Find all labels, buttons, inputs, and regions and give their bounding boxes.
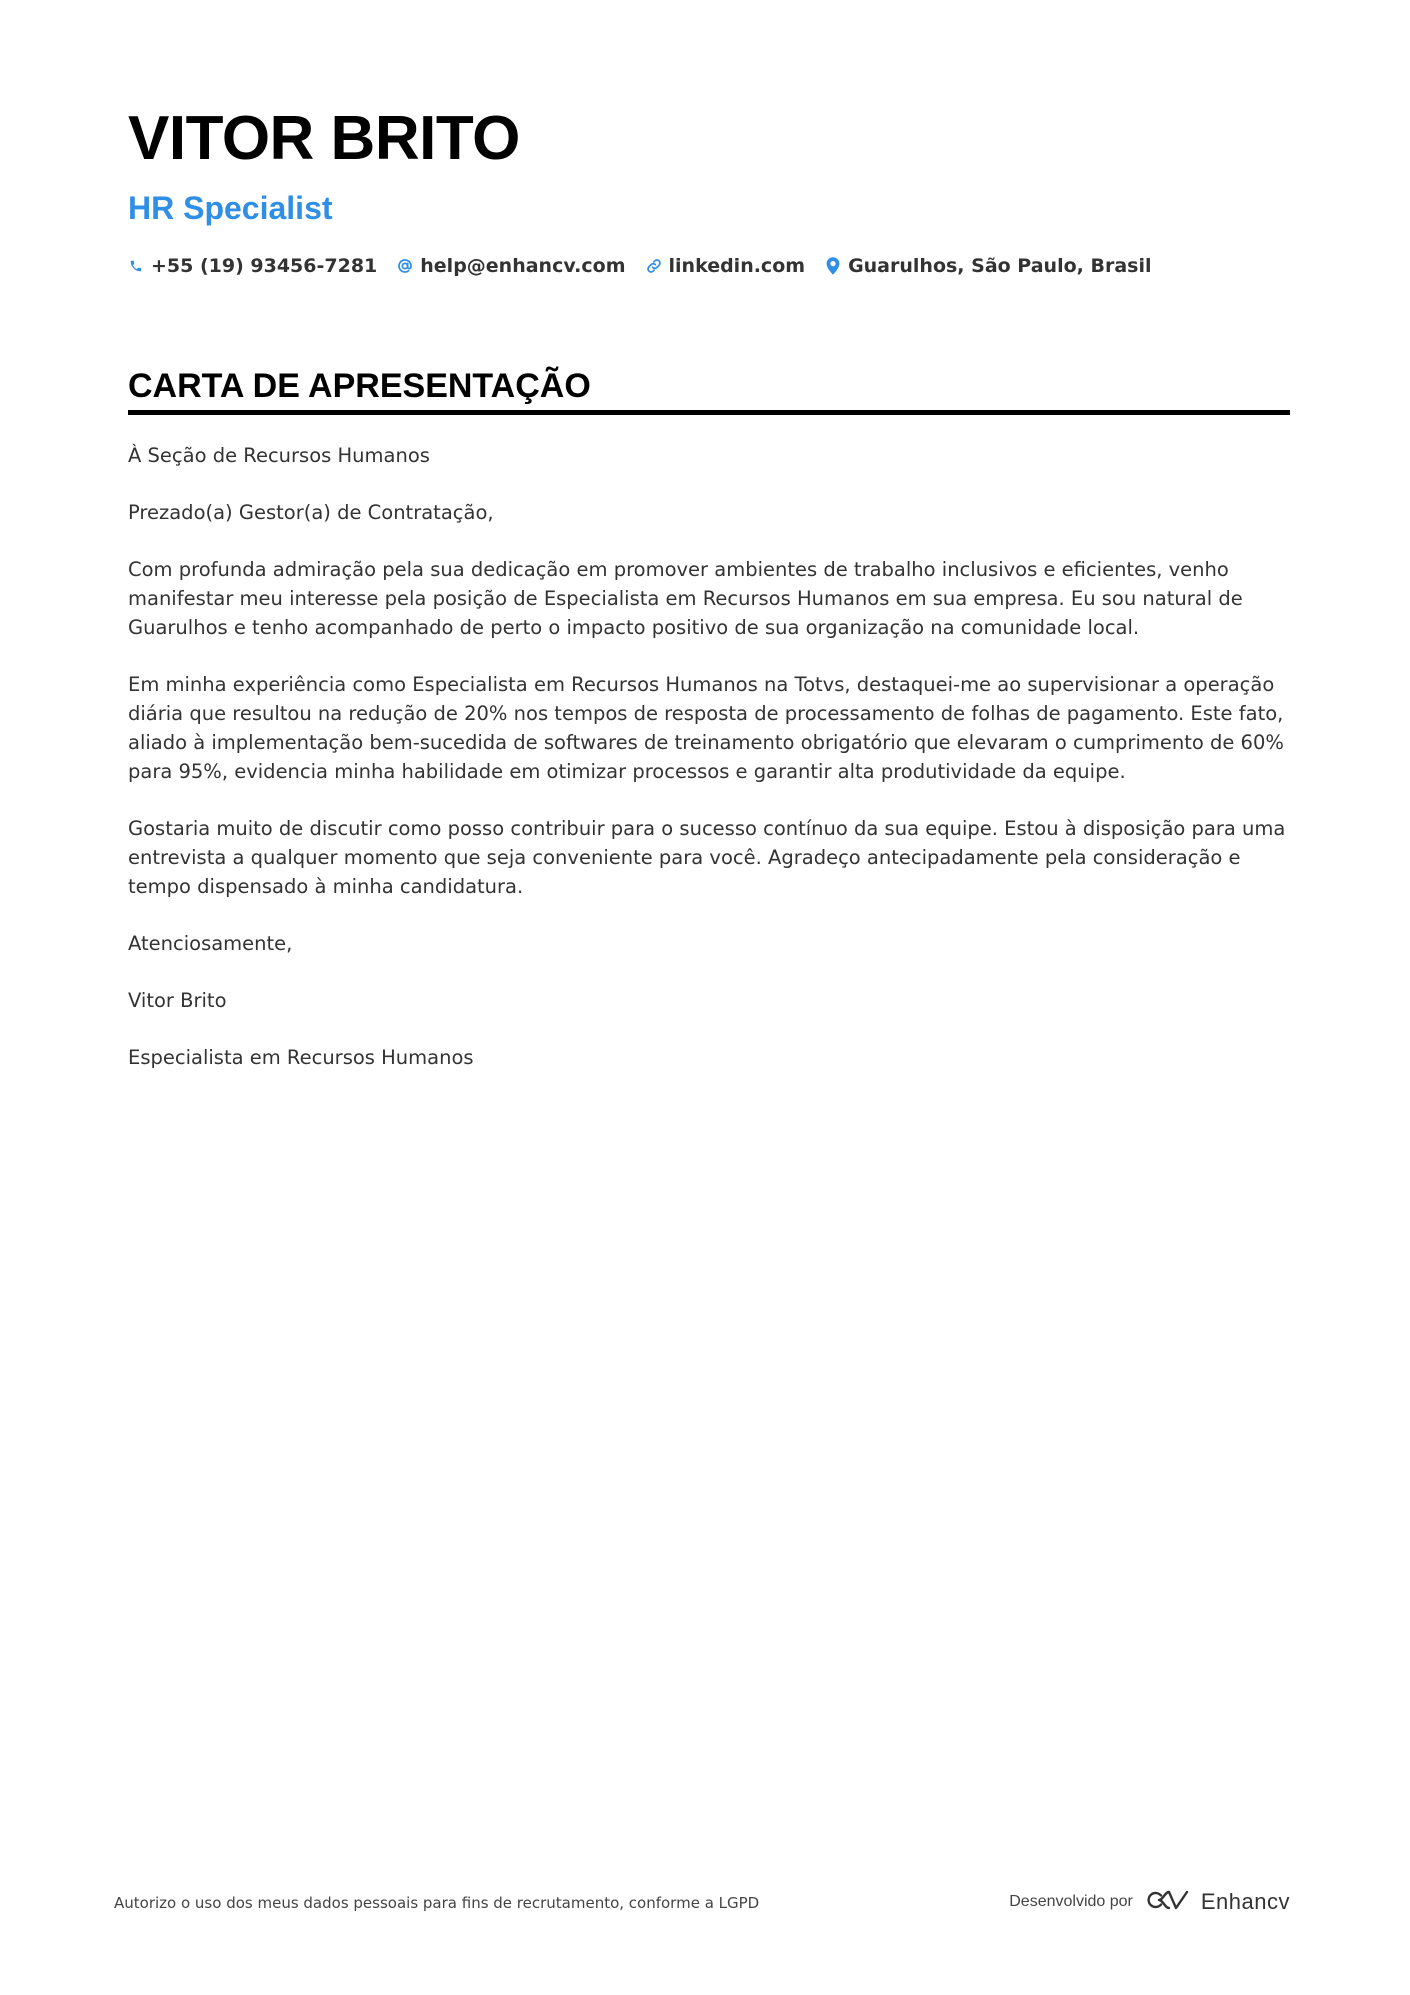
- section-divider: [128, 410, 1290, 415]
- letter-closing: Atenciosamente,: [128, 932, 293, 955]
- letter-paragraph: Gostaria muito de discutir como posso contribuir para o sucesso contínuo da sua equipe. Estou à disposição para uma entrevista a qualquer momento que seja conveniente para você. Agradeço antecipadamente pela consideração e tempo dispensado à minha candidatura.: [128, 817, 1286, 898]
- contact-phone: [128, 255, 377, 277]
- contact-linkedin[interactable]: [646, 255, 806, 277]
- candidate-title: HR Specialist: [128, 190, 333, 226]
- location-pin-icon: [825, 257, 841, 275]
- powered-by-label: Desenvolvido por: [1009, 1893, 1133, 1910]
- candidate-name: VITOR BRITO: [128, 104, 520, 173]
- at-icon: [397, 257, 413, 275]
- phone-text: +55 (19) 93456-7281: [151, 255, 378, 277]
- phone-icon: [128, 257, 144, 275]
- link-icon: [646, 257, 662, 275]
- letter-greeting: Prezado(a) Gestor(a) de Contratação,: [128, 501, 494, 524]
- letter-recipient: À Seção de Recursos Humanos: [128, 444, 430, 467]
- letter-paragraph: Com profunda admiração pela sua dedicação em promover ambientes de trabalho inclusivos e eficientes, venho manifestar meu interesse pela posição de Especialista em Recursos Humanos em sua empresa. Eu sou natural de Guarulhos e tenho acompanhado de perto o impacto positivo de sua organização na comunidade local.: [128, 558, 1243, 639]
- enhancv-logo-icon: [1145, 1888, 1191, 1916]
- contact-bar: [128, 255, 1151, 277]
- location-text: Guarulhos, São Paulo, Brasil: [848, 255, 1152, 277]
- section-title: CARTA DE APRESENTAÇÃO: [128, 367, 591, 405]
- signature-title: Especialista em Recursos Humanos: [128, 1046, 474, 1069]
- brand-name: Enhancv: [1200, 1889, 1290, 1914]
- linkedin-text[interactable]: linkedin.com: [668, 255, 806, 277]
- contact-email[interactable]: [397, 255, 625, 277]
- contact-location: [825, 255, 1151, 277]
- letter-body: [128, 441, 1290, 1100]
- letter-paragraph: Em minha experiência como Especialista em Recursos Humanos na Totvs, destaquei-me ao supervisionar a operação diária que resultou na redução de 20% nos tempos de resposta de processamento de folhas de pagamento. Este fato, aliado à implementação bem-sucedida de softwares de treinamento obrigatório que elevaram o cumprimento de 60% para 95%, evidencia minha habilidade em otimizar processos e garantir alta produtividade da equipe.: [128, 673, 1284, 783]
- consent-note: Autorizo o uso dos meus dados pessoais para fins de recrutamento, conforme a LGPD: [114, 1894, 760, 1912]
- brand-logo[interactable]: [1145, 1888, 1290, 1916]
- signature-name: Vitor Brito: [128, 989, 227, 1012]
- powered-by[interactable]: [1009, 1888, 1290, 1916]
- email-text[interactable]: help@enhancv.com: [420, 255, 626, 277]
